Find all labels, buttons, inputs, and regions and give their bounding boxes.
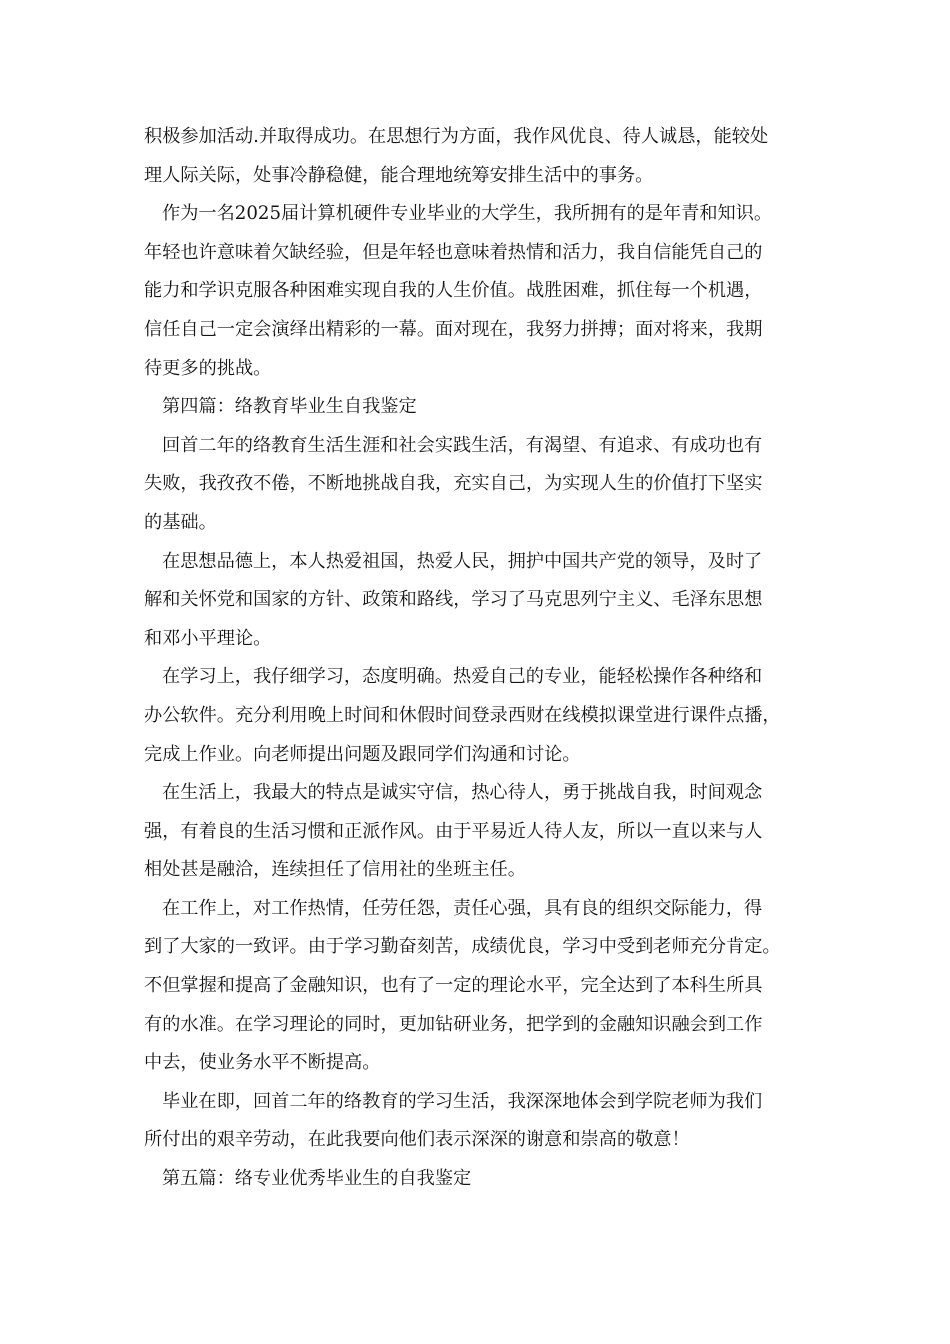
text-line: 有的水准。在学习理论的同时，更加钻研业务，把学到的金融知识融会到工作 [144, 1013, 763, 1035]
text-line: 作为一名2025届计算机硬件专业毕业的大学生，我所拥有的是年青和知识。 [162, 203, 773, 225]
text-line: 回首二年的络教育生活生涯和社会实践生活，有渴望、有追求、有成功也有 [162, 434, 763, 456]
text-line: 第四篇：络教育毕业生自我鉴定 [162, 396, 417, 418]
text-line: 积极参加活动.并取得成功。在思想行为方面，我作风优良、待人诚恳，能较处 [144, 126, 769, 147]
text-line: 解和关怀党和国家的方针、政策和路线，学习了马克思列宁主义、毛泽东思想 [144, 589, 763, 611]
text-line: 所付出的艰辛劳动，在此我要向他们表示深深的谢意和崇高的敬意！ [144, 1129, 690, 1151]
text-line: 能力和学识克服各种困难实现自我的人生价值。战胜困难，抓住每一个机遇， [144, 280, 763, 302]
text-line: 办公软件。充分利用晚上时间和休假时间登录西财在线模拟课堂进行课件点播， [144, 704, 781, 726]
text-line: 失败，我孜孜不倦，不断地挑战自我，充实自己，为实现人生的价值打下坚实 [144, 473, 763, 495]
text-line: 在思想品德上，本人热爱祖国，热爱人民，拥护中国共产党的领导，及时了 [162, 550, 763, 572]
text-line: 相处甚是融洽，连续担任了信用社的坐班主任。 [144, 859, 526, 881]
text-line: 年轻也许意味着欠缺经验，但是年轻也意味着热情和活力，我自信能凭自己的 [144, 241, 763, 263]
text-line: 在工作上，对工作热情，任劳任怨，责任心强，具有良的组织交际能力，得 [162, 897, 763, 919]
text-line: 完成上作业。向老师提出问题及跟同学们沟通和讨论。 [144, 743, 581, 765]
text-line: 信任自己一定会演绎出精彩的一幕。面对现在，我努力拼搏；面对将来，我期 [144, 318, 763, 340]
text-line: 待更多的挑战。 [144, 357, 272, 379]
text-line: 毕业在即，回首二年的络教育的学习生活，我深深地体会到学院老师为我们 [162, 1090, 763, 1112]
text-line: 的基础。 [144, 511, 217, 533]
text-line: 和邓小平理论。 [144, 627, 272, 649]
text-line: 第五篇：络专业优秀毕业生的自我鉴定 [162, 1168, 472, 1190]
text-line: 在生活上，我最大的特点是诚实守信，热心待人，勇于挑战自我，时间观念 [162, 782, 763, 804]
text-line: 在学习上，我仔细学习，态度明确。热爱自己的专业，能轻松操作各种络和 [162, 666, 763, 688]
text-line: 不但掌握和提高了金融知识，也有了一定的理论水平，完全达到了本科生所具 [144, 975, 763, 997]
text-line: 强，有着良的生活习惯和正派作风。由于平易近人待人友，所以一直以来与人 [144, 820, 763, 842]
document-page [144, 118, 808, 1199]
text-line: 理人际关际，处事冷静稳健，能合理地统筹安排生活中的事务。 [144, 164, 654, 186]
text-line: 到了大家的一致评。由于学习勤奋刻苦，成绩优良，学习中受到老师充分肯定。 [144, 936, 781, 958]
text-line: 中去，使业务水平不断提高。 [144, 1052, 381, 1074]
